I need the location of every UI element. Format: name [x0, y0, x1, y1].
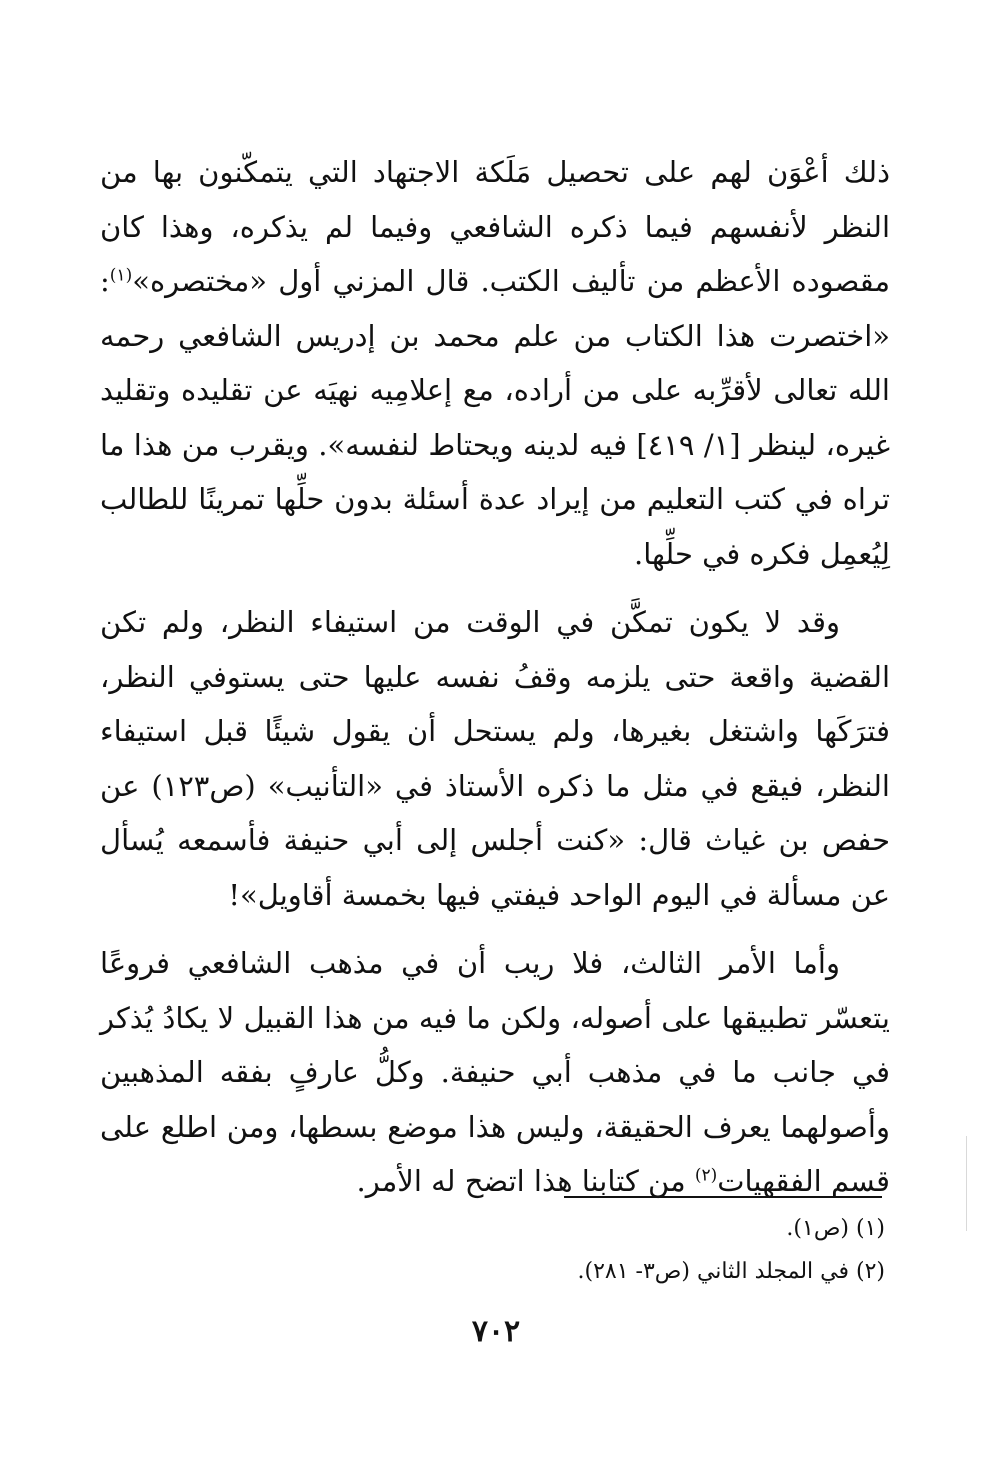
footnote-ref-1: (١) [109, 265, 133, 286]
paragraph-2: وقد لا يكون تمكَّن في الوقت من استيفاء النظر، ولم تكن القضية واقعة حتى يلزمه وقفُ نفسه عليها حتى يستوفي النظر، فترَكَها واشتغل بغيرها، ولم يستحل أن يقول شيئًا قبل استيفاء النظر، فيقع في مثل ما ذكره الأستاذ في «التأنيب» (ص١٢٣) عن حفص بن غياث قال: «كنت أجلس إلى أبي حنيفة فأسمعه يُسأل عن مسألة في اليوم الواحد فيفتي فيها بخمسة أقاويل»! [100, 605, 890, 912]
page-number: ٧٠٢ [471, 1314, 521, 1349]
paragraph-1 [100, 145, 890, 581]
footnotes [420, 1207, 885, 1293]
paragraph-1-text-b: : «اختصرت هذا الكتاب من علم محمد بن إدريس الشافعي رحمه الله تعالى لأقرِّبه على من أراده، مع إعلامِيه نهيَه عن تقليده وتقليد غيره، لينظر [١/ ٤١٩] فيه لدينه ويحتاط لنفسه». ويقرب من هذا ما تراه في كتب التعليم من إيراد عدة أسئلة بدون حلِّها تمرينًا للطالب لِيُعمِل فكره في حلِّها. [100, 264, 890, 571]
paragraph-3-text-a: وأما الأمر الثالث، فلا ريب أن في مذهب الشافعي فروعًا يتعسّر تطبيقها على أصوله، ولكن ما فيه من هذا القبيل لا يكادُ يُذكر في جانب ما في مذهب أبي حنيفة. وكلُّ عارفٍ بفقه المذهبين وأصولهما يعرف الحقيقة، وليس هذا موضع بسطها، ومن اطلع على قسم الفقهيات [100, 946, 890, 1198]
footnote-1: (١) (ص١). [786, 1216, 885, 1241]
paragraph-3 [100, 936, 890, 1209]
scan-margin-line [966, 1136, 967, 1231]
footnote-divider [564, 1196, 882, 1198]
paragraph-3-text-b: من كتابنا هذا اتضح له الأمر. [356, 1164, 695, 1198]
main-text [100, 145, 890, 1209]
paragraph-1-text-a: ذلك أعْوَن لهم على تحصيل مَلَكة الاجتهاد التي يتمكّنون بها من النظر لأنفسهم فيما ذكره الشافعي وفيما لم يذكره، وهذا كان مقصوده الأعظم من تأليف الكتب. قال المزني أول «مختصره» [100, 155, 890, 298]
footnote-ref-2: (٢) [694, 1165, 718, 1186]
footnote-2: (٢) في المجلد الثاني (ص٣- ٢٨١). [577, 1259, 885, 1284]
